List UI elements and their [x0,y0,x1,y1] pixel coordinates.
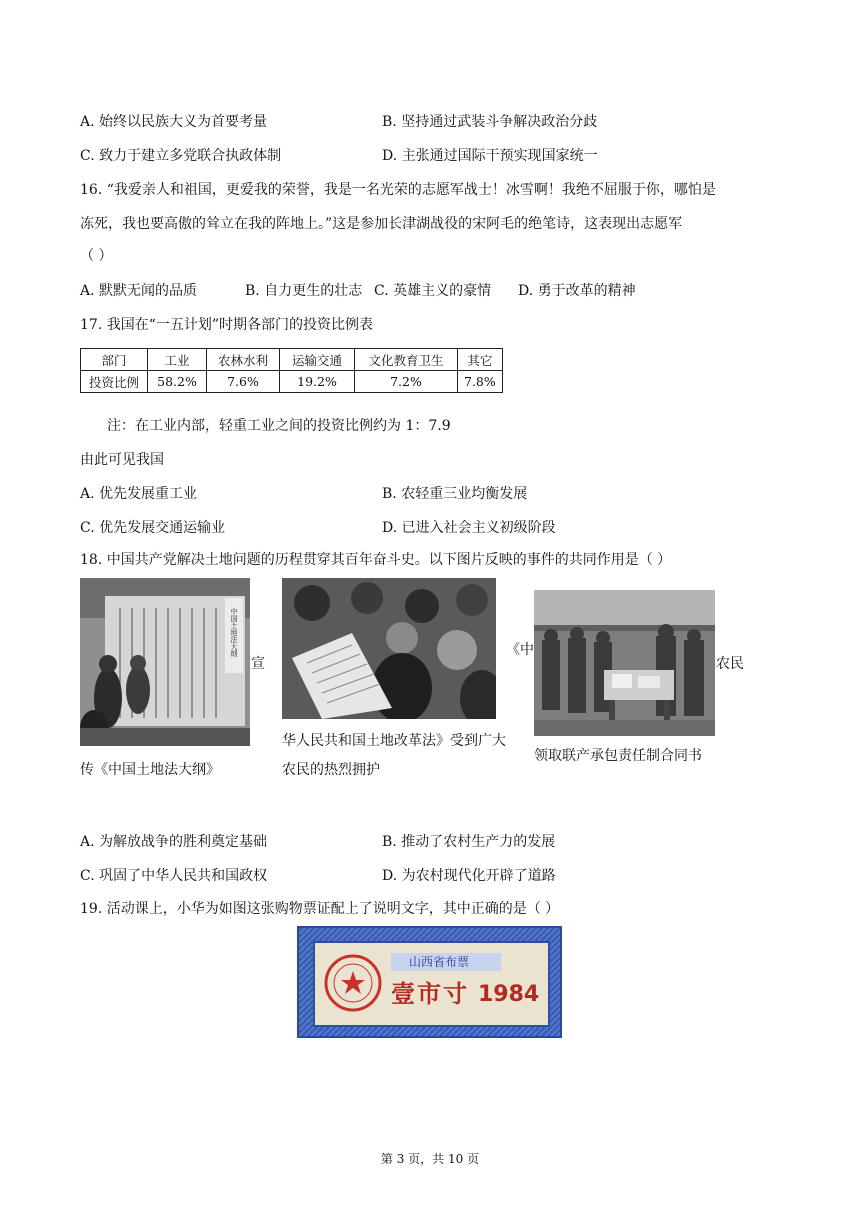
q18-stem: 18. 中国共产党解决土地问题的历程贯穿其百年奋斗史。以下图片反映的事件的共同作用是（ ） [80,552,672,568]
photo1-caption-part1: 宣 [251,656,265,672]
q16-option-b: B. 自力更生的壮志 [245,283,363,299]
land-reform-law-photo [282,578,496,719]
table-cell: 工业 [148,349,207,371]
table-cell: 农林水利 [207,349,280,371]
cloth-ration-coupon [297,926,562,1038]
q15-option-b: B. 坚持通过武装斗争解决政治分歧 [382,114,598,130]
table-cell: 其它 [458,349,503,371]
photo2-caption-part2: 华人民共和国土地改革法》受到广大 [282,733,506,749]
table-cell: 7.8% [458,371,503,393]
table-cell: 部门 [81,349,148,371]
poster-title-text: 中国土地法大纲 [230,608,238,657]
q15-option-c: C. 致力于建立多党联合执政体制 [80,148,282,164]
q16-option-c: C. 英雄主义的豪情 [374,283,492,299]
photo2-caption-part1: 《中 [506,642,534,658]
coupon-face [313,941,550,1027]
q18-option-c: C. 巩固了中华人民共和国政权 [80,868,268,884]
q17-note: 注：在工业内部，轻重工业之间的投资比例约为 1：7.9 [107,418,451,434]
coupon-value: 壹市寸 [391,979,469,1008]
table-cell: 文化教育卫生 [355,349,458,371]
table-header-row [81,349,503,371]
q18-option-d: D. 为农村现代化开辟了道路 [382,868,556,884]
q17-option-a: A. 优先发展重工业 [80,486,198,502]
contract-responsibility-photo [534,590,715,736]
q17-stem: 17. 我国在“一五计划”时期各部门的投资比例表 [80,317,374,333]
coupon-year: 1984 [478,982,540,1007]
q18-option-a: A. 为解放战争的胜利奠定基础 [80,834,268,850]
q16-stem-line2: 冻死，我也要高傲的耸立在我的阵地上。”这是参加长津湖战役的宋阿毛的绝笔诗，这表现出志愿军 [80,216,683,232]
q16-answer-blank: （ ） [80,248,113,264]
table-cell: 7.2% [355,371,458,393]
table-cell: 58.2% [148,371,207,393]
q16-option-d: D. 勇于改革的精神 [518,283,636,299]
photo3-caption-part2: 领取联产承包责任制合同书 [534,748,702,764]
photo2-caption-part3: 农民的热烈拥护 [282,762,380,778]
photo1-caption-part2: 传《中国土地法大纲》 [80,762,220,778]
q18-option-b: B. 推动了农村生产力的发展 [382,834,556,850]
q16-stem-line1: 16. “我爱亲人和祖国，更爱我的荣誉，我是一名光荣的志愿军战士！冰雪啊！我绝不屈服于你，哪怕是 [80,182,716,198]
q17-option-c: C. 优先发展交通运输业 [80,520,226,536]
q15-option-d: D. 主张通过国际干预实现国家统一 [382,148,598,164]
q15-option-a: A. 始终以民族大义为首要考量 [80,114,268,130]
coupon-header: 山西省布票 [409,955,470,969]
page-footer: 第 3 页，共 10 页 [380,1152,480,1166]
land-law-poster-photo [80,578,250,746]
q17-option-d: D. 已进入社会主义初级阶段 [382,520,556,536]
investment-table [80,348,503,393]
table-cell: 7.6% [207,371,280,393]
q17-option-b: B. 农轻重三业均衡发展 [382,486,528,502]
q17-conclusion: 由此可见我国 [80,452,164,468]
table-cell: 投资比例 [81,371,148,393]
table-cell: 运输交通 [280,349,355,371]
table-cell: 19.2% [280,371,355,393]
table-row [81,371,503,393]
photo3-caption-part1: 农民 [716,656,744,672]
q16-option-a: A. 默默无闻的品质 [80,283,198,299]
q19-stem: 19. 活动课上，小华为如图这张购物票证配上了说明文字，其中正确的是（ ） [80,901,560,917]
